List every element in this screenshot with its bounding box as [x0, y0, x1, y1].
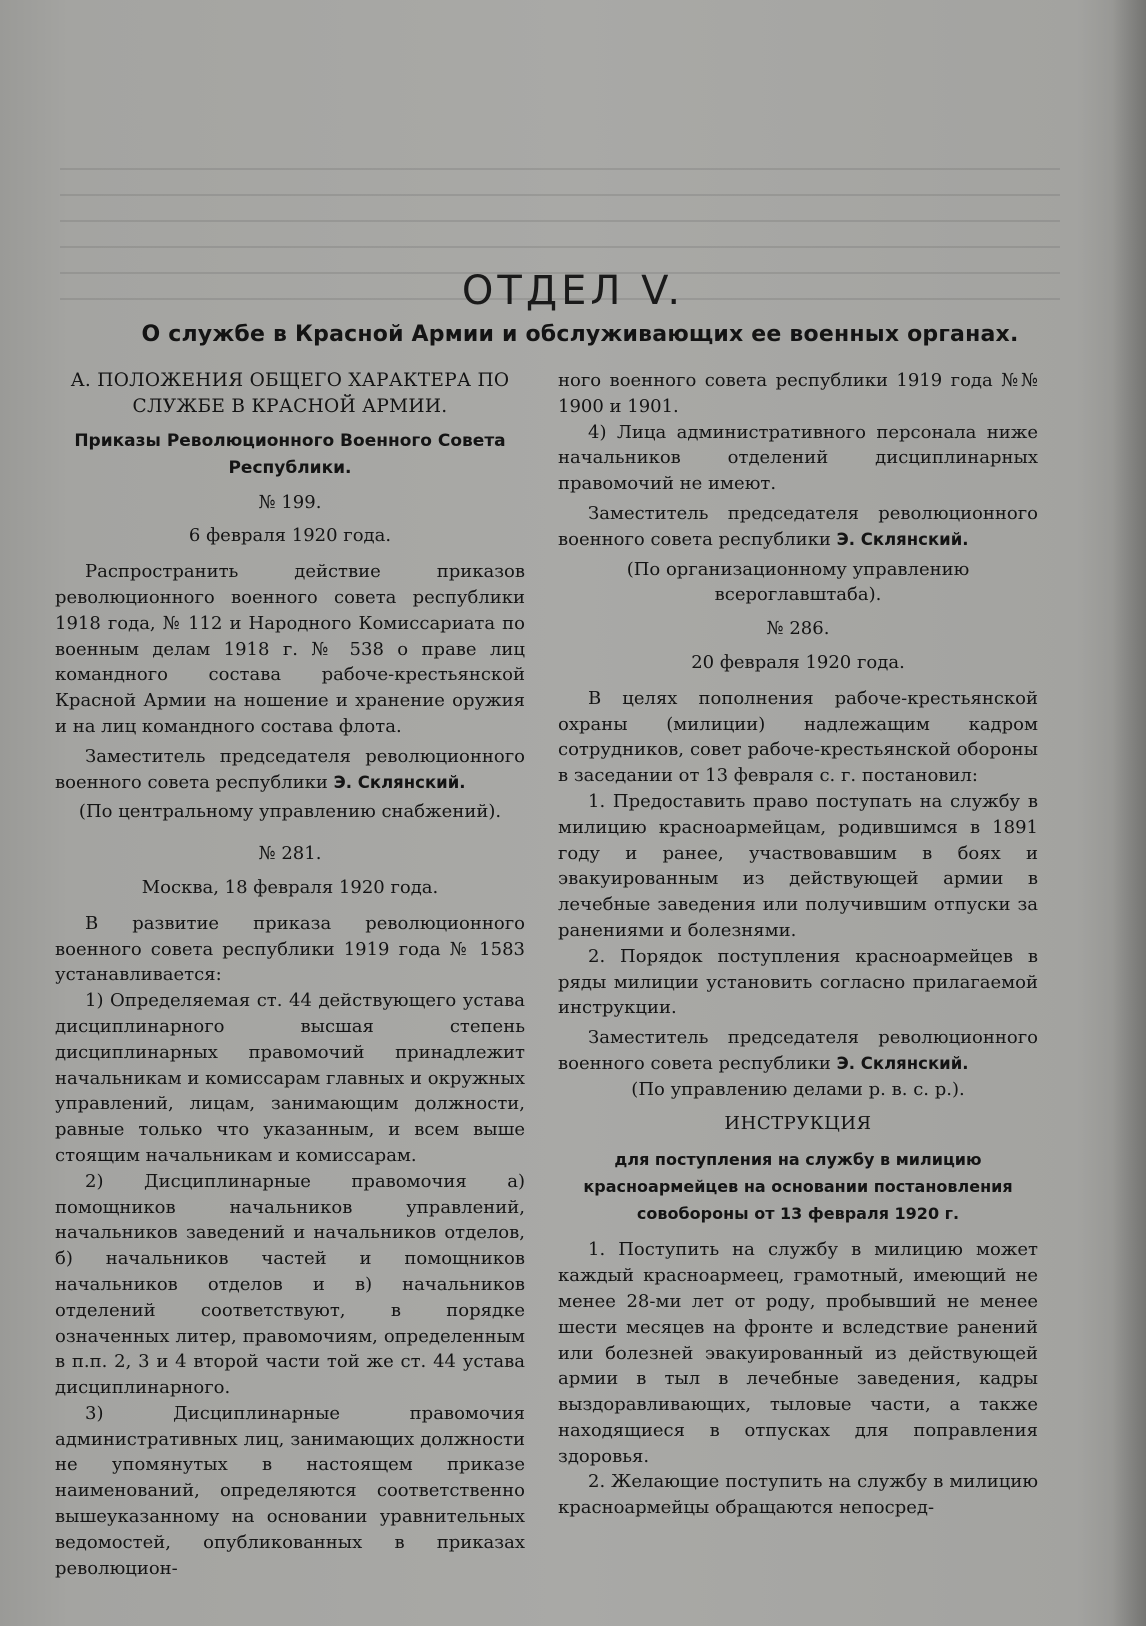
order-199-number: № 199.	[258, 491, 322, 513]
section-subtitle: О службе в Красной Армии и обслуживающих ее военных органах.	[141, 322, 1019, 347]
page-edge-shadow	[1112, 0, 1146, 1626]
order-281-continuation: ного военного совета республики 1919 года №№ 1900 и 1901.	[558, 370, 1038, 417]
order-199-department: (По центральному управлению снабжений).	[78, 801, 502, 823]
order-286-date: 20 февраля 1920 года.	[691, 651, 905, 673]
order-199-text: Распространить действие приказов революционного военного совета республики 1918 года, № 112 и Народного Комиссариата по военным делам 1918 г. № 538 о праве лиц командного состава рабоче-крестьянской Красной Армии на ношение и хранение оружия и на лиц командного состава флота.	[55, 561, 525, 737]
right-column	[558, 368, 1038, 1521]
instruction-item-2: 2. Желающие поступить на службу в милицию красноармейцы обращаются непосред-	[558, 1471, 1038, 1519]
order-286-intro: В целях пополнения рабоче-крестьянской охраны (милиции) надлежащим кадром сотрудников, совет рабоче-крестьянской обороны в заседании от 13 февраля с. г. постановил:	[558, 687, 1038, 787]
order-281-item-4: 4) Лица административного персонала ниже начальников отделений дисциплинарных правомочий не имеют.	[558, 421, 1038, 495]
order-286-item-2: 2. Порядок поступления красноармейцев в ряды милиции установить согласно прилагаемой инструкции.	[558, 945, 1038, 1019]
order-281-date: Москва, 18 февраля 1920 года.	[141, 876, 439, 898]
order-281-item-2: 2) Дисциплинарные правомочия а) помощников начальников управлений, начальников заведений и начальников отделов, б) начальников частей и помощников начальников отделов и в) начальников отделений соответствуют, в порядке означенных литер, правомочиям, определенным в п.п. 2, 3 и 4 второй части той же ст. 44 устава дисциплинарного.	[55, 1170, 525, 1399]
order-281-item-3: 3) Дисциплинарные правомочия административных лиц, занимающих должности не упомянутых в настоящем приказе наименований, определяются соответственно вышеуказанному на основании уравнительных ведомостей, опубликованных в приказах революцион-	[55, 1402, 525, 1579]
instruction-title: ИНСТРУКЦИЯ	[724, 1112, 872, 1134]
order-286-number: № 286.	[766, 618, 830, 640]
order-199-date: 6 февраля 1920 года.	[188, 525, 392, 547]
order-281-department: (По организационному управлению всероглавштаба).	[626, 558, 970, 606]
order-199-signature	[55, 744, 525, 796]
instruction-subtitle: для поступления на службу в милицию красноармейцев на основании постановления совобороны от 13 февраля 1920 г.	[583, 1150, 1013, 1224]
signature-name: Э. Склянский.	[836, 1053, 969, 1073]
signature-prefix: Заместитель председателя революционного военного совета республики	[55, 745, 525, 793]
part-heading: А. ПОЛОЖЕНИЯ ОБЩЕГО ХАРАКТЕРА ПО СЛУЖБЕ В КРАСНОЙ АРМИИ.	[70, 370, 510, 417]
signature-prefix: Заместитель председателя революционного военного совета республики	[558, 1027, 1038, 1074]
left-column	[55, 368, 525, 1581]
order-281-intro: В развитие приказа революционного военного совета республики 1919 года № 1583 устанавливается:	[55, 912, 525, 986]
signature-name: Э. Склянский.	[836, 529, 969, 549]
order-281-signature	[558, 501, 1038, 553]
signature-name: Э. Склянский.	[333, 772, 466, 792]
orders-heading: Приказы Революционного Военного Совета Республики.	[74, 430, 506, 478]
order-286-item-1: 1. Предоставить право поступать на службу в милицию красноармейцам, родившимся в 1891 году и ранее, участвовавшим в боях и эвакуированным из действующей армии в лечебные заведения или получившим отпуски за ранениями и болезнями.	[558, 790, 1038, 941]
order-281-item-1: 1) Определяемая ст. 44 действующего устава дисциплинарного высшая степень дисциплинарных правомочий принадлежит начальникам и комиссарам главных и окружных управлений, лицам, занимающим должности, равные только что указанным, и всем выше стоящим начальникам и комиссарам.	[55, 990, 525, 1166]
section-title: ОТДЕЛ V.	[461, 268, 685, 314]
order-286-signature	[558, 1025, 1038, 1077]
instruction-item-1: 1. Поступить на службу в милицию может каждый красноармеец, грамотный, имеющий не менее 28-ми лет от роду, пробывший не менее шести месяцев на фронте и вследствие ранений или болезней эвакуированный из действующей армии в тыл в лечебные заведения, кадры выздоравливающих, тыловые части, а также находящиеся в отпусках для поправления здоровья.	[558, 1239, 1038, 1467]
signature-prefix: Заместитель председателя революционного военного совета республики	[558, 502, 1038, 550]
order-286-department: (По управлению делами р. в. с. р.).	[631, 1078, 965, 1100]
order-281-number: № 281.	[258, 843, 322, 865]
